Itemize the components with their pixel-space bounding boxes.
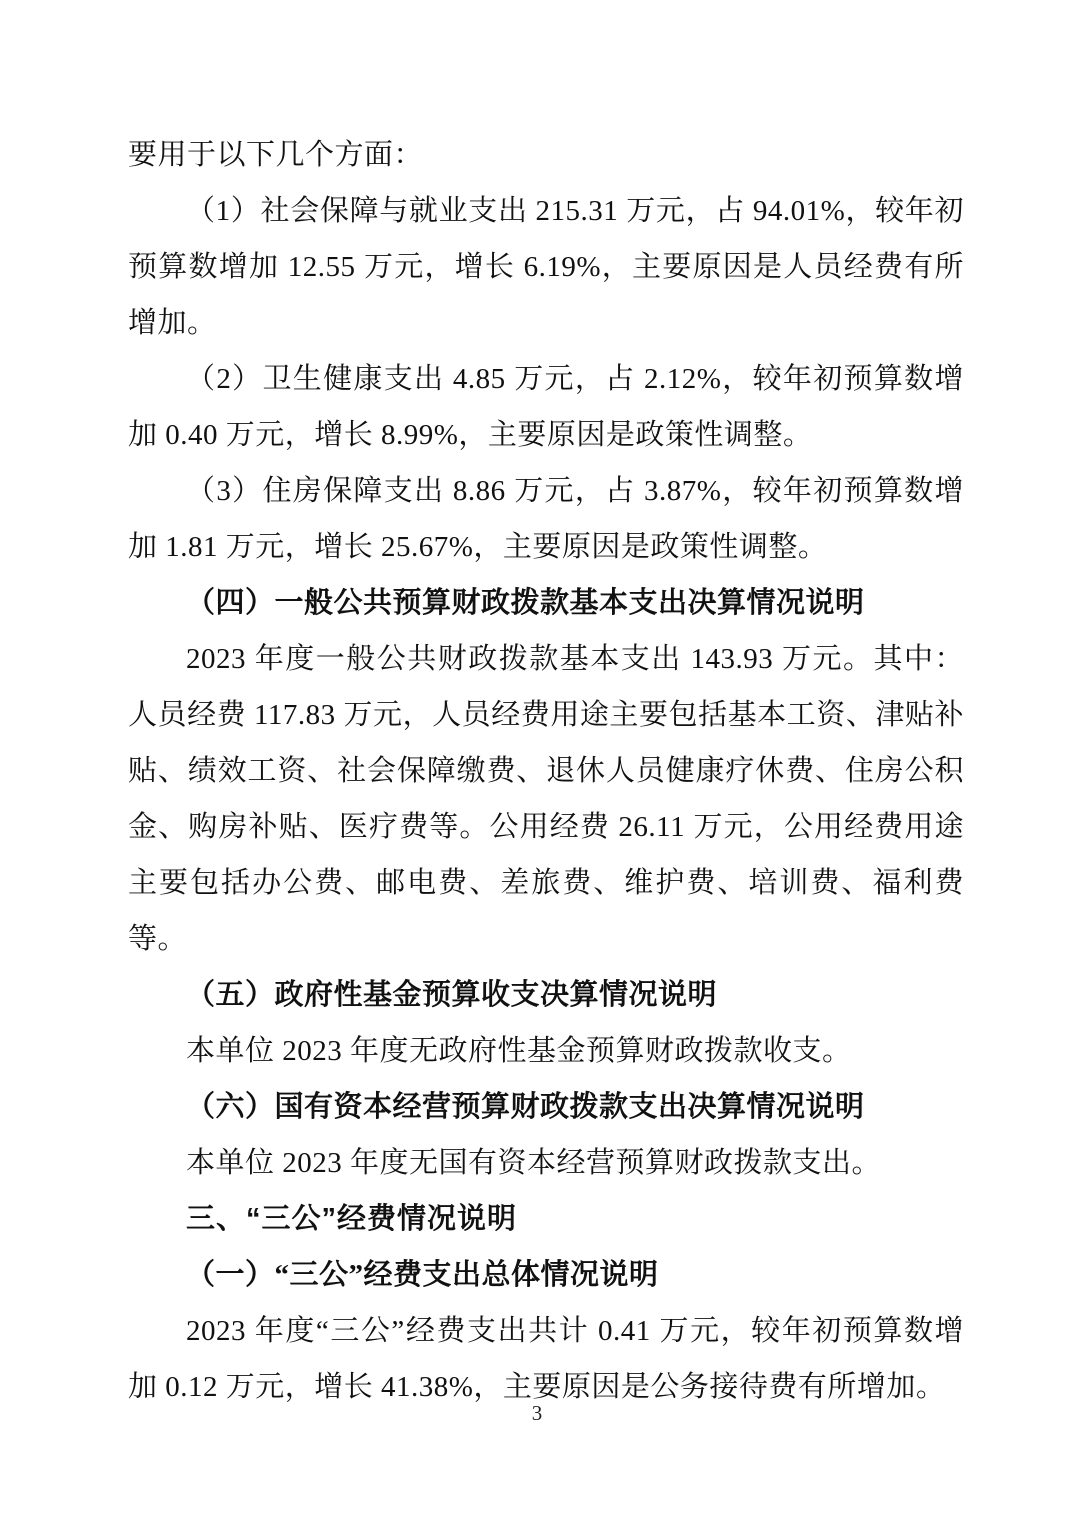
paragraph-basic-expenditure-detail: 2023 年度一般公共财政拨款基本支出 143.93 万元。其中：人员经费 117.83 万元，人员经费用途主要包括基本工资、津贴补贴、绩效工资、社会保障缴费、退休人员健康疗休费、住房公积金、购房补贴、医疗费等。公用经费 26.11 万元，公用经费用途主要包括办公费、邮电费、差旅费、维护费、培训费、福利费等。 bbox=[128, 643, 964, 955]
paragraph-government-funds-detail: 本单位 2023 年度无政府性基金预算财政拨款收支。 bbox=[186, 1035, 852, 1067]
page-number: 3 bbox=[531, 1401, 543, 1425]
section-heading-three-public-overview: （一）“三公”经费支出总体情况说明 bbox=[186, 1259, 659, 1291]
document-body bbox=[128, 127, 964, 1415]
paragraph-state-capital-detail: 本单位 2023 年度无国有资本经营预算财政拨款支出。 bbox=[186, 1147, 882, 1179]
paragraph-item-1-social-security: （1）社会保障与就业支出 215.31 万元，占 94.01%，较年初预算数增加 12.55 万元，增长 6.19%，主要原因是人员经费有所增加。 bbox=[128, 195, 964, 339]
paragraph-item-3-housing: （3）住房保障支出 8.86 万元，占 3.87%，较年初预算数增加 1.81 万元，增长 25.67%，主要原因是政策性调整。 bbox=[128, 475, 964, 563]
paragraph-three-public-detail: 2023 年度“三公”经费支出共计 0.41 万元，较年初预算数增加 0.12 万元，增长 41.38%，主要原因是公务接待费有所增加。 bbox=[128, 1315, 964, 1403]
section-heading-6-state-capital: （六）国有资本经营预算财政拨款支出决算情况说明 bbox=[186, 1091, 865, 1123]
paragraph-continuation: 要用于以下几个方面： bbox=[128, 139, 424, 171]
paragraph-item-2-health: （2）卫生健康支出 4.85 万元，占 2.12%，较年初预算数增加 0.40 万元，增长 8.99%，主要原因是政策性调整。 bbox=[128, 363, 964, 451]
section-heading-5-government-funds: （五）政府性基金预算收支决算情况说明 bbox=[186, 979, 718, 1011]
section-heading-4-basic-expenditure: （四）一般公共预算财政拨款基本支出决算情况说明 bbox=[186, 587, 865, 619]
section-heading-three-public-expenses: 三、“三公”经费情况说明 bbox=[186, 1203, 518, 1235]
